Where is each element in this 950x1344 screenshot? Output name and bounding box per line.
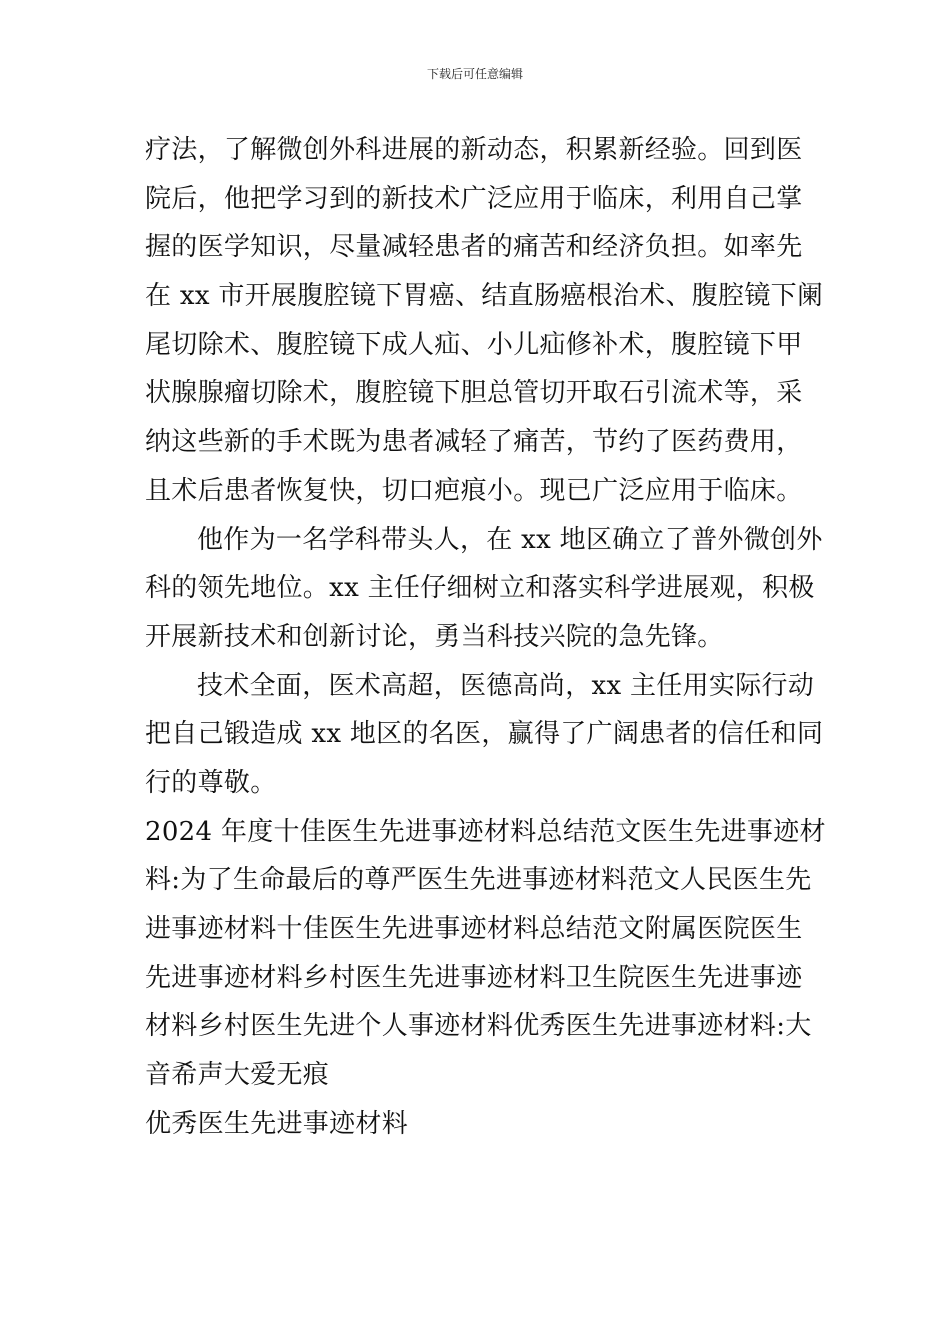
- related-titles-line: 2024 年度十佳医生先进事迹材料总结范文医生先进事迹材: [145, 816, 826, 847]
- text-line: 开展新技术和创新讨论，勇当科技兴院的急先锋。: [145, 621, 724, 652]
- text-line: 纳这些新的手术既为患者减轻了痛苦，节约了医药费用，: [145, 427, 803, 458]
- related-titles-line: 料:为了生命最后的尊严医生先进事迹材料范文人民医生先: [145, 865, 812, 896]
- text-line: 握的医学知识，尽量减轻患者的痛苦和经济负担。如率先: [145, 232, 803, 263]
- text-line: 疗法，了解微创外科进展的新动态，积累新经验。回到医: [145, 135, 803, 165]
- section-title: 优秀医生先进事迹材料: [145, 1108, 409, 1139]
- text-line: 院后，他把学习到的新技术广泛应用于临床，利用自己掌: [145, 183, 803, 214]
- text-line: 在 xx 市开展腹腔镜下胃癌、结直肠癌根治术、腹腔镜下阑: [145, 281, 824, 312]
- document-body: [145, 126, 826, 1148]
- related-titles-line: 材料乡村医生先进个人事迹材料优秀医生先进事迹材料:大: [145, 1011, 812, 1042]
- text-line: 把自己锻造成 xx 地区的名医，赢得了广阔患者的信任和同: [145, 719, 824, 750]
- page-header: 下载后可任意编辑: [426, 67, 523, 81]
- text-line: 且术后患者恢复快，切口疤痕小。现已广泛应用于临床。: [145, 475, 803, 506]
- text-line: 尾切除术、腹腔镜下成人疝、小儿疝修补术，腹腔镜下甲: [145, 329, 803, 360]
- text-line: 状腺腺瘤切除术，腹腔镜下胆总管切开取石引流术等，采: [145, 378, 803, 409]
- text-line: 行的尊敬。: [145, 767, 277, 798]
- related-titles-line: 音希声大爱无痕: [145, 1060, 330, 1091]
- related-titles-line: 进事迹材料十佳医生先进事迹材料总结范文附属医院医生: [145, 914, 803, 944]
- text-line: 科的领先地位。xx 主任仔细树立和落实科学进展观，积极: [145, 573, 815, 604]
- paragraph-first-line: 技术全面，医术高超，医德高尚，xx 主任用实际行动: [197, 670, 815, 701]
- related-titles-line: 先进事迹材料乡村医生先进事迹材料卫生院医生先进事迹: [145, 962, 803, 993]
- paragraph-first-line: 他作为一名学科带头人，在 xx 地区确立了普外微创外: [197, 524, 823, 555]
